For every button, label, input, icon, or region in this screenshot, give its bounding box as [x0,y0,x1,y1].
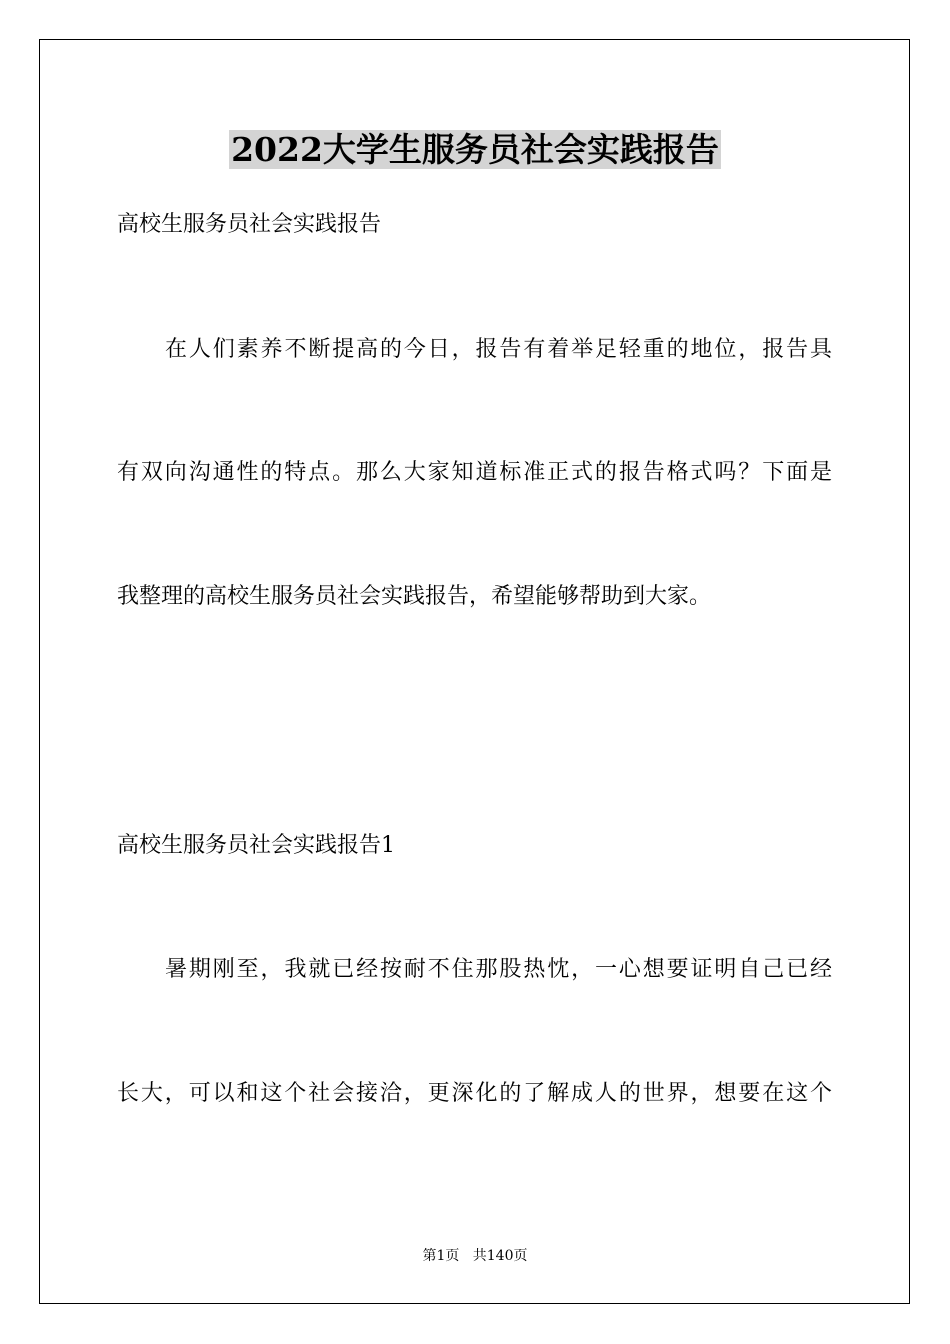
paragraph-line: 长大，可以和这个社会接洽，更深化的了解成人的世界，想要在这个 [117,1081,832,1106]
page-total: 共140页 [472,1248,528,1264]
document-title [0,128,950,172]
page-number: 第1页 [422,1248,460,1264]
document-subtitle: 高校生服务员社会实践报告 [117,212,382,237]
document-title-text: 2022大学生服务员社会实践报告 [231,130,719,169]
paragraph-line: 有双向沟通性的特点。那么大家知道标准正式的报告格式吗？下面是 [117,460,832,485]
paragraph-line: 在人们素养不断提高的今日，报告有着举足轻重的地位，报告具 [165,337,832,362]
page-footer [0,1246,950,1266]
paragraph-line: 我整理的高校生服务员社会实践报告，希望能够帮助到大家。 [117,584,712,609]
paragraph-line: 暑期刚至，我就已经按耐不住那股热忱，一心想要证明自己已经 [165,957,832,982]
section-heading: 高校生服务员社会实践报告1 [117,833,395,858]
